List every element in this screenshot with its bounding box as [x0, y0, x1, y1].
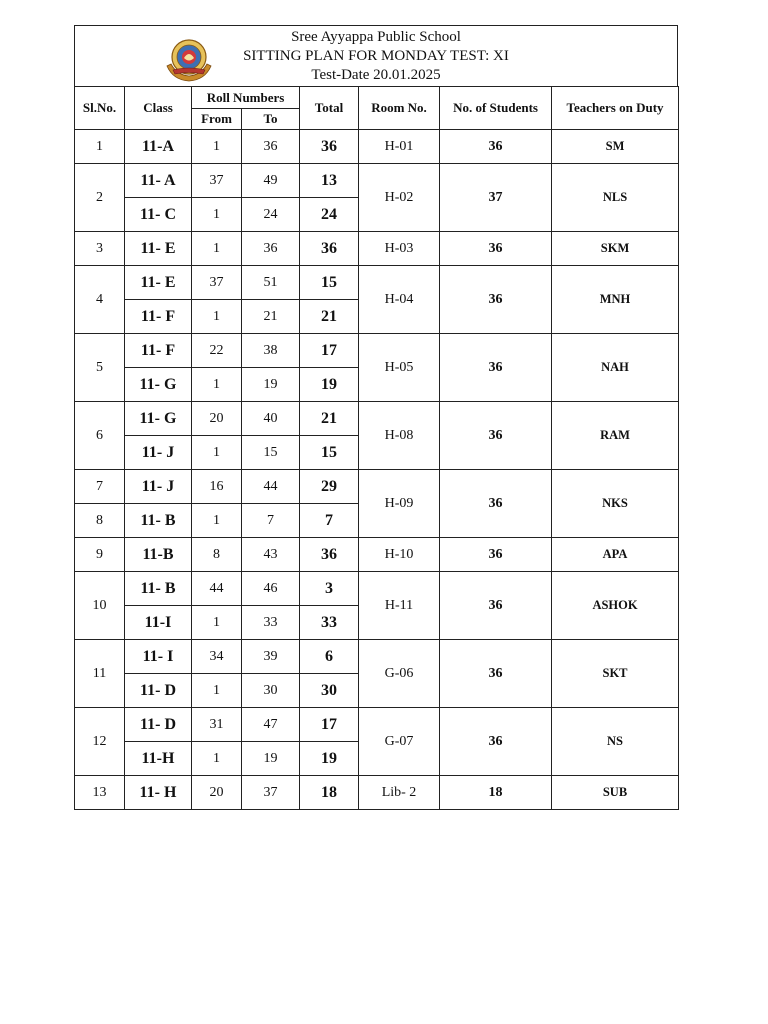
table-row — [75, 232, 679, 266]
class-cell: 11- B — [125, 504, 192, 538]
total-cell: 36 — [300, 130, 359, 164]
sl-no-cell: 2 — [75, 164, 125, 232]
class-cell: 11- A — [125, 164, 192, 198]
class-cell: 11- G — [125, 368, 192, 402]
roll-to-cell: 33 — [242, 606, 300, 640]
total-cell: 21 — [300, 300, 359, 334]
no-of-students-cell: 36 — [440, 130, 552, 164]
roll-from-cell: 34 — [192, 640, 242, 674]
col-header-sl-no: Sl.No. — [75, 87, 125, 130]
sl-no-cell: 7 — [75, 470, 125, 504]
class-cell: 11- H — [125, 776, 192, 810]
col-header-total: Total — [300, 87, 359, 130]
sl-no-cell: 1 — [75, 130, 125, 164]
roll-to-cell: 36 — [242, 130, 300, 164]
document-header — [74, 25, 678, 86]
school-name: Sree Ayyappa Public School — [291, 29, 461, 45]
total-cell: 15 — [300, 436, 359, 470]
roll-to-cell: 7 — [242, 504, 300, 538]
sitting-plan-sheet — [74, 25, 678, 810]
roll-to-cell: 40 — [242, 402, 300, 436]
class-cell: 11- J — [125, 470, 192, 504]
table-row — [75, 266, 679, 300]
class-cell: 11- J — [125, 436, 192, 470]
teacher-on-duty-cell: MNH — [552, 266, 679, 334]
total-cell: 30 — [300, 674, 359, 708]
total-cell: 19 — [300, 368, 359, 402]
roll-to-cell: 44 — [242, 470, 300, 504]
class-cell: 11-B — [125, 538, 192, 572]
class-cell: 11- C — [125, 198, 192, 232]
room-no-cell: H-10 — [359, 538, 440, 572]
no-of-students-cell: 36 — [440, 334, 552, 402]
roll-from-cell: 1 — [192, 742, 242, 776]
room-no-cell: H-05 — [359, 334, 440, 402]
total-cell: 29 — [300, 470, 359, 504]
table-row — [75, 708, 679, 742]
roll-from-cell: 1 — [192, 130, 242, 164]
roll-from-cell: 31 — [192, 708, 242, 742]
total-cell: 36 — [300, 538, 359, 572]
room-no-cell: H-09 — [359, 470, 440, 538]
class-cell: 11- F — [125, 300, 192, 334]
col-header-to: To — [242, 109, 300, 130]
class-cell: 11- D — [125, 708, 192, 742]
col-header-no-of-students: No. of Students — [440, 87, 552, 130]
roll-to-cell: 51 — [242, 266, 300, 300]
roll-to-cell: 36 — [242, 232, 300, 266]
sl-no-cell: 6 — [75, 402, 125, 470]
roll-from-cell: 1 — [192, 198, 242, 232]
room-no-cell: H-11 — [359, 572, 440, 640]
room-no-cell: G-06 — [359, 640, 440, 708]
no-of-students-cell: 36 — [440, 266, 552, 334]
roll-from-cell: 1 — [192, 300, 242, 334]
class-cell: 11- B — [125, 572, 192, 606]
class-cell: 11- E — [125, 232, 192, 266]
class-cell: 11- G — [125, 402, 192, 436]
roll-from-cell: 37 — [192, 164, 242, 198]
roll-from-cell: 1 — [192, 232, 242, 266]
total-cell: 17 — [300, 708, 359, 742]
no-of-students-cell: 36 — [440, 470, 552, 538]
no-of-students-cell: 37 — [440, 164, 552, 232]
roll-from-cell: 44 — [192, 572, 242, 606]
roll-from-cell: 20 — [192, 776, 242, 810]
roll-from-cell: 20 — [192, 402, 242, 436]
roll-from-cell: 16 — [192, 470, 242, 504]
roll-from-cell: 8 — [192, 538, 242, 572]
total-cell: 24 — [300, 198, 359, 232]
class-cell: 11-I — [125, 606, 192, 640]
roll-to-cell: 37 — [242, 776, 300, 810]
total-cell: 7 — [300, 504, 359, 538]
col-header-roll-numbers: Roll Numbers — [192, 87, 300, 109]
total-cell: 19 — [300, 742, 359, 776]
total-cell: 18 — [300, 776, 359, 810]
roll-from-cell: 37 — [192, 266, 242, 300]
class-cell: 11- I — [125, 640, 192, 674]
roll-from-cell: 1 — [192, 606, 242, 640]
no-of-students-cell: 36 — [440, 232, 552, 266]
roll-to-cell: 38 — [242, 334, 300, 368]
sl-no-cell: 8 — [75, 504, 125, 538]
class-cell: 11- D — [125, 674, 192, 708]
roll-from-cell: 22 — [192, 334, 242, 368]
roll-to-cell: 19 — [242, 742, 300, 776]
table-row — [75, 130, 679, 164]
roll-from-cell: 1 — [192, 674, 242, 708]
test-date: Test-Date 20.01.2025 — [311, 67, 441, 83]
no-of-students-cell: 18 — [440, 776, 552, 810]
sitting-plan-table — [74, 86, 679, 810]
class-cell: 11-H — [125, 742, 192, 776]
total-cell: 13 — [300, 164, 359, 198]
room-no-cell: G-07 — [359, 708, 440, 776]
room-no-cell: H-03 — [359, 232, 440, 266]
sl-no-cell: 13 — [75, 776, 125, 810]
no-of-students-cell: 36 — [440, 538, 552, 572]
room-no-cell: Lib- 2 — [359, 776, 440, 810]
table-row — [75, 402, 679, 436]
roll-to-cell: 15 — [242, 436, 300, 470]
teacher-on-duty-cell: RAM — [552, 402, 679, 470]
total-cell: 6 — [300, 640, 359, 674]
no-of-students-cell: 36 — [440, 402, 552, 470]
roll-to-cell: 19 — [242, 368, 300, 402]
class-cell: 11- E — [125, 266, 192, 300]
roll-to-cell: 21 — [242, 300, 300, 334]
teacher-on-duty-cell: ASHOK — [552, 572, 679, 640]
teacher-on-duty-cell: APA — [552, 538, 679, 572]
total-cell: 33 — [300, 606, 359, 640]
roll-from-cell: 1 — [192, 436, 242, 470]
total-cell: 36 — [300, 232, 359, 266]
total-cell: 15 — [300, 266, 359, 300]
col-header-from: From — [192, 109, 242, 130]
roll-from-cell: 1 — [192, 368, 242, 402]
no-of-students-cell: 36 — [440, 640, 552, 708]
col-header-class: Class — [125, 87, 192, 130]
room-no-cell: H-01 — [359, 130, 440, 164]
table-row — [75, 572, 679, 606]
room-no-cell: H-02 — [359, 164, 440, 232]
teacher-on-duty-cell: NS — [552, 708, 679, 776]
teacher-on-duty-cell: SKM — [552, 232, 679, 266]
total-cell: 3 — [300, 572, 359, 606]
table-row — [75, 334, 679, 368]
sl-no-cell: 9 — [75, 538, 125, 572]
class-cell: 11- F — [125, 334, 192, 368]
roll-to-cell: 39 — [242, 640, 300, 674]
table-row — [75, 776, 679, 810]
roll-to-cell: 46 — [242, 572, 300, 606]
class-cell: 11-A — [125, 130, 192, 164]
sl-no-cell: 12 — [75, 708, 125, 776]
document-title: SITTING PLAN FOR MONDAY TEST: XI — [243, 48, 509, 64]
table-row — [75, 164, 679, 198]
room-no-cell: H-04 — [359, 266, 440, 334]
roll-to-cell: 47 — [242, 708, 300, 742]
no-of-students-cell: 36 — [440, 572, 552, 640]
teacher-on-duty-cell: NAH — [552, 334, 679, 402]
room-no-cell: H-08 — [359, 402, 440, 470]
roll-to-cell: 49 — [242, 164, 300, 198]
teacher-on-duty-cell: NKS — [552, 470, 679, 538]
teacher-on-duty-cell: SM — [552, 130, 679, 164]
sl-no-cell: 11 — [75, 640, 125, 708]
sl-no-cell: 4 — [75, 266, 125, 334]
table-row — [75, 470, 679, 504]
sl-no-cell: 3 — [75, 232, 125, 266]
sl-no-cell: 5 — [75, 334, 125, 402]
roll-to-cell: 24 — [242, 198, 300, 232]
roll-to-cell: 43 — [242, 538, 300, 572]
roll-from-cell: 1 — [192, 504, 242, 538]
teacher-on-duty-cell: SUB — [552, 776, 679, 810]
no-of-students-cell: 36 — [440, 708, 552, 776]
school-logo-icon — [163, 36, 215, 84]
total-cell: 17 — [300, 334, 359, 368]
table-row — [75, 640, 679, 674]
total-cell: 21 — [300, 402, 359, 436]
sl-no-cell: 10 — [75, 572, 125, 640]
teacher-on-duty-cell: NLS — [552, 164, 679, 232]
col-header-room-no: Room No. — [359, 87, 440, 130]
teacher-on-duty-cell: SKT — [552, 640, 679, 708]
roll-to-cell: 30 — [242, 674, 300, 708]
table-row — [75, 538, 679, 572]
col-header-teachers-on-duty: Teachers on Duty — [552, 87, 679, 130]
